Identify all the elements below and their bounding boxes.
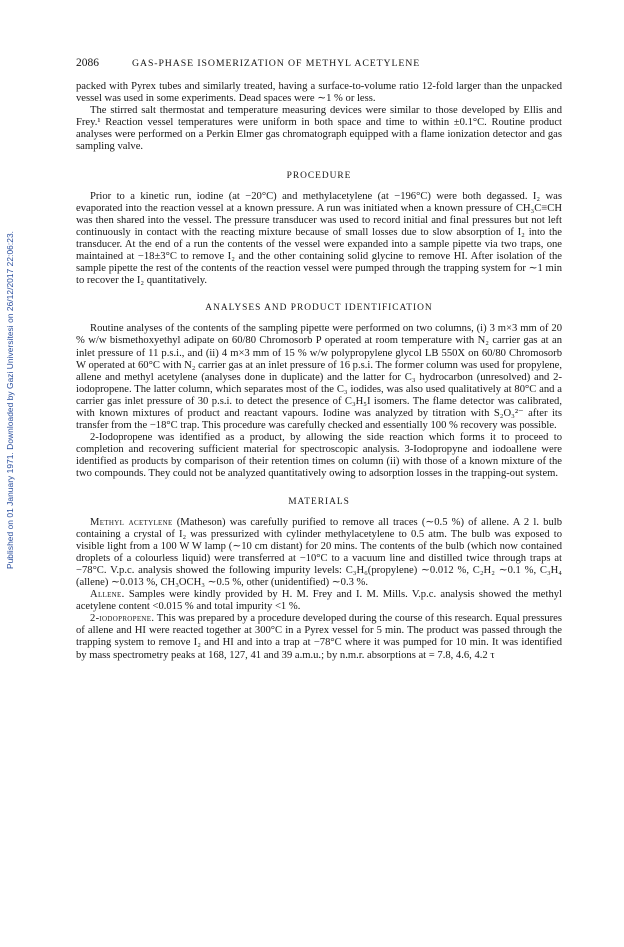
materials-paragraph-iodopropene bbox=[76, 613, 562, 661]
procedure-heading: PROCEDURE bbox=[286, 170, 352, 181]
running-head bbox=[76, 56, 562, 71]
page-number: 2086 bbox=[76, 57, 99, 69]
materials-paragraph-allene bbox=[76, 589, 562, 613]
running-title: GAS-PHASE ISOMERIZATION OF METHYL ACETYLENE bbox=[132, 58, 421, 69]
allene-text: Samples were kindly provided by H. M. Frey and I. M. Mills. V.p.c. analysis showed the methyl acetylene content <0.015 % and total impurity <1 %. bbox=[76, 589, 562, 613]
watermark-text: Published on 01 January 1971. Downloaded by Gazi Universitesi on 26/12/2017 22:06:23. bbox=[5, 230, 15, 570]
download-watermark bbox=[2, 180, 18, 620]
allene-label: Allene. bbox=[90, 589, 125, 601]
paper-page bbox=[76, 56, 562, 662]
analyses-paragraph-identification: 2-Iodopropene was identified as a product, by allowing the side reaction which forms it to proceed to completion and recovering sufficient material for spectroscopic analysis. 3-Iodopropyne and iodoallene were identified as products by comparison of their retention times on column (ii) with those of a known mixture of the two compounds. They could not be analyzed quantitatively owing to adsorption losses in the trapping-out system. bbox=[76, 432, 562, 480]
analyses-paragraph-columns: Routine analyses of the contents of the sampling pipette were performed on two columns, (i) 3 m×3 mm of 20 % w/w bismethoxyethyl adipate on 60/80 Chromosorb P operated at room temperature with N₂ carrier gas at an inlet pressure of 11 p.s.i., and (ii) 4 m×3 mm of 15 % w/w polypropylene glycol LB 550X on 60/80 Chromosorb W operated at 60°C with N₂ carrier gas at an inlet pressure of 16 p.s.i. The former column was used for propylene, allene and methyl acetylene (analyses done in duplicate) and the latter for C₃ hydrocarbon (unresolved) and 2-iodopropene. The latter column, which separates most of the C₃ iodides, was also used qualitatively at 80°C and a carrier gas inlet pressure of 30 p.s.i. to detect the presence of C₃H₅I isomers. The flame detector was calibrated, with known mixtures of product and reactant vapours. Iodine was analyzed by titration with S₂O₃²⁻ after its transfer from the −18°C trap. This procedure was carefully checked and essentially 100 % recovery was possible. bbox=[76, 323, 562, 432]
intro-paragraph-continued: packed with Pyrex tubes and similarly treated, having a surface-to-volume ratio 12-fold larger than the unpacked vessel was used in some experiments. Dead spaces were ∼1 % or less. bbox=[76, 81, 562, 105]
intro-paragraph-thermostat: The stirred salt thermostat and temperature measuring devices were similar to those developed by Ellis and Frey.¹ Reaction vessel temperatures were uniform in both space and time to within ±0.1°C. Routine product analyses were performed on a Perkin Elmer gas chromatograph equipped with a flame ionization detector and gas sampling valve. bbox=[76, 105, 562, 153]
iodopropene-label: 2-iodopropene. bbox=[90, 613, 155, 625]
analyses-heading: ANALYSES AND PRODUCT IDENTIFICATION bbox=[205, 303, 433, 314]
iodopropene-text: This was prepared by a procedure developed during the course of this research. Equal pressures of allene and HI were reacted together at 300°C in a Pyrex vessel for 5 min. The product was passed through the trapping system to remove I₂ and HI and into a trap at −78°C where it was pumped for 10 min. It was identified by mass spectrometry peaks at 168, 127, 41 and 39 a.m.u.; by n.m.r. absorptions at = 7.8, 4.6, 4.2 τ bbox=[76, 613, 562, 661]
materials-paragraph-methylacetylene bbox=[76, 517, 562, 590]
methylacetylene-text: (Matheson) was carefully purified to remove all traces (∼0.5 %) of allene. A 2 l. bulb containing a crystal of I₂ was pressurized with cylinder methylacetylene to 0.5 atm. The bulb was exposed to visible light from a 100 W W lamp (∼10 cm distant) for 20 mins. The contents of the bulb (which now contained droplets of a colourless liquid) were transferred at −10°C to a vacuum line and distilled twice through traps at −78°C. V.p.c. analysis showed the following impurity levels: C₃H₆(propylene) ∼0.012 %, C₂H₂ ∼0.1 %, C₃H₄ (allene) ∼0.013 %, CH₃OCH₃ ∼0.5 %, other (unidentified) ∼0.3 %. bbox=[76, 516, 562, 588]
procedure-paragraph: Prior to a kinetic run, iodine (at −20°C) and methylacetylene (at −196°C) were both degassed. I₂ was evaporated into the reaction vessel at a known pressure. A run was initiated when a known pressure of CH₃C≡CH was then shared into the vessel. The pressure transducer was used to record initial and final pressures but not left continuously in contact with the reacting mixture because of small losses due to slow absorption of I₂ into the transducer. At the end of a run the contents of the vessel were expanded into a sample pipette via two traps, one maintained at −18±3°C to remove I₂ and the other containing solid glycine to remove HI. After isolation of the sample pipette the rest of the contents of the reaction vessel were pumped through the trapping system for ∼1 min to recover the I₂ quantitatively. bbox=[76, 190, 562, 287]
methylacetylene-label: Methyl acetylene bbox=[90, 516, 173, 528]
materials-heading: MATERIALS bbox=[288, 496, 350, 507]
